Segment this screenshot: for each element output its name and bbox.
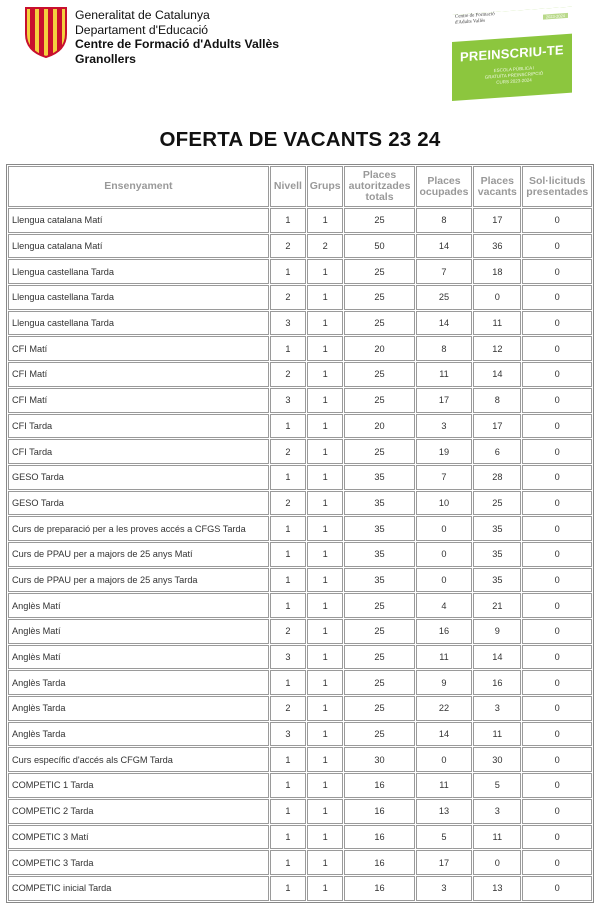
header-grups: Grups <box>307 166 343 207</box>
level-cell: 1 <box>270 516 306 541</box>
requests-cell: 0 <box>522 542 592 567</box>
course-cell: Anglès Matí <box>8 593 269 618</box>
occupied-cell: 8 <box>416 336 472 361</box>
occupied-cell: 11 <box>416 773 472 798</box>
occupied-cell: 4 <box>416 593 472 618</box>
vacant-cell: 3 <box>473 696 521 721</box>
course-cell: COMPETIC 3 Matí <box>8 825 269 850</box>
occupied-cell: 17 <box>416 850 472 875</box>
authorized-cell: 16 <box>344 799 414 824</box>
groups-cell: 2 <box>307 234 343 259</box>
vacant-cell: 5 <box>473 773 521 798</box>
table-row <box>8 799 592 824</box>
course-cell: Llengua catalana Matí <box>8 234 269 259</box>
header-places-ocupades: Places ocupades <box>416 166 472 207</box>
badge-centre-text: Centre de Formació d'Adults Vallès <box>455 12 495 26</box>
course-cell: CFI Matí <box>8 388 269 413</box>
vacant-cell: 18 <box>473 259 521 284</box>
requests-cell: 0 <box>522 645 592 670</box>
groups-cell: 1 <box>307 593 343 618</box>
vacant-cell: 16 <box>473 670 521 695</box>
level-cell: 1 <box>270 747 306 772</box>
groups-cell: 1 <box>307 850 343 875</box>
groups-cell: 1 <box>307 568 343 593</box>
groups-cell: 1 <box>307 722 343 747</box>
groups-cell: 1 <box>307 825 343 850</box>
course-cell: CFI Tarda <box>8 439 269 464</box>
level-cell: 1 <box>270 876 306 901</box>
occupied-cell: 22 <box>416 696 472 721</box>
authorized-cell: 25 <box>344 439 414 464</box>
authorized-cell: 16 <box>344 825 414 850</box>
table-row <box>8 285 592 310</box>
table-row <box>8 234 592 259</box>
occupied-cell: 3 <box>416 414 472 439</box>
groups-cell: 1 <box>307 362 343 387</box>
authorized-cell: 25 <box>344 619 414 644</box>
vacant-cell: 36 <box>473 234 521 259</box>
occupied-cell: 3 <box>416 876 472 901</box>
level-cell: 1 <box>270 259 306 284</box>
occupied-cell: 5 <box>416 825 472 850</box>
vacant-cell: 11 <box>473 722 521 747</box>
table-row <box>8 542 592 567</box>
requests-cell: 0 <box>522 414 592 439</box>
table-row <box>8 747 592 772</box>
vacant-cell: 11 <box>473 311 521 336</box>
requests-cell: 0 <box>522 568 592 593</box>
authorized-cell: 20 <box>344 336 414 361</box>
table-row <box>8 362 592 387</box>
level-cell: 3 <box>270 311 306 336</box>
level-cell: 1 <box>270 414 306 439</box>
table-row <box>8 336 592 361</box>
level-cell: 1 <box>270 593 306 618</box>
table-row <box>8 876 592 901</box>
level-cell: 2 <box>270 696 306 721</box>
requests-cell: 0 <box>522 234 592 259</box>
vacant-cell: 14 <box>473 645 521 670</box>
level-cell: 3 <box>270 645 306 670</box>
table-row <box>8 414 592 439</box>
groups-cell: 1 <box>307 491 343 516</box>
occupied-cell: 14 <box>416 722 472 747</box>
course-cell: Curs de PPAU per a majors de 25 anys Tarda <box>8 568 269 593</box>
requests-cell: 0 <box>522 362 592 387</box>
header-sollicituds: Sol·licituds presentades <box>522 166 592 207</box>
table-row <box>8 465 592 490</box>
authorized-cell: 35 <box>344 491 414 516</box>
level-cell: 1 <box>270 850 306 875</box>
authorized-cell: 25 <box>344 311 414 336</box>
occupied-cell: 0 <box>416 516 472 541</box>
authorized-cell: 16 <box>344 876 414 901</box>
course-cell: CFI Matí <box>8 336 269 361</box>
groups-cell: 1 <box>307 439 343 464</box>
groups-cell: 1 <box>307 619 343 644</box>
course-cell: Curs de PPAU per a majors de 25 anys Matí <box>8 542 269 567</box>
level-cell: 1 <box>270 465 306 490</box>
header-nivell: Nivell <box>270 166 306 207</box>
groups-cell: 1 <box>307 414 343 439</box>
occupied-cell: 8 <box>416 208 472 233</box>
level-cell: 1 <box>270 773 306 798</box>
requests-cell: 0 <box>522 670 592 695</box>
requests-cell: 0 <box>522 850 592 875</box>
vacant-cell: 14 <box>473 362 521 387</box>
groups-cell: 1 <box>307 285 343 310</box>
occupied-cell: 0 <box>416 568 472 593</box>
level-cell: 2 <box>270 439 306 464</box>
authorized-cell: 25 <box>344 696 414 721</box>
level-cell: 1 <box>270 670 306 695</box>
level-cell: 1 <box>270 825 306 850</box>
course-cell: CFI Matí <box>8 362 269 387</box>
groups-cell: 1 <box>307 311 343 336</box>
table-row <box>8 311 592 336</box>
level-cell: 1 <box>270 336 306 361</box>
course-cell: Llengua castellana Tarda <box>8 259 269 284</box>
authorized-cell: 30 <box>344 747 414 772</box>
course-cell: Anglès Matí <box>8 619 269 644</box>
occupied-cell: 19 <box>416 439 472 464</box>
occupied-cell: 7 <box>416 259 472 284</box>
preinscription-badge <box>452 7 572 101</box>
groups-cell: 1 <box>307 799 343 824</box>
vacant-cell: 35 <box>473 516 521 541</box>
requests-cell: 0 <box>522 388 592 413</box>
occupied-cell: 14 <box>416 311 472 336</box>
page-header <box>0 0 600 110</box>
requests-cell: 0 <box>522 876 592 901</box>
requests-cell: 0 <box>522 825 592 850</box>
occupied-cell: 0 <box>416 542 472 567</box>
header-ensenyament: Ensenyament <box>8 166 269 207</box>
requests-cell: 0 <box>522 491 592 516</box>
table-row <box>8 259 592 284</box>
groups-cell: 1 <box>307 747 343 772</box>
requests-cell: 0 <box>522 285 592 310</box>
table-row <box>8 491 592 516</box>
level-cell: 1 <box>270 542 306 567</box>
requests-cell: 0 <box>522 208 592 233</box>
groups-cell: 1 <box>307 336 343 361</box>
course-cell: Curs específic d'accés als CFGM Tarda <box>8 747 269 772</box>
course-cell: Llengua castellana Tarda <box>8 285 269 310</box>
occupied-cell: 16 <box>416 619 472 644</box>
groups-cell: 1 <box>307 876 343 901</box>
occupied-cell: 10 <box>416 491 472 516</box>
groups-cell: 1 <box>307 516 343 541</box>
table-row <box>8 388 592 413</box>
course-cell: COMPETIC 1 Tarda <box>8 773 269 798</box>
occupied-cell: 14 <box>416 234 472 259</box>
authorized-cell: 50 <box>344 234 414 259</box>
occupied-cell: 7 <box>416 465 472 490</box>
authorized-cell: 35 <box>344 465 414 490</box>
authorized-cell: 25 <box>344 362 414 387</box>
course-cell: COMPETIC inicial Tarda <box>8 876 269 901</box>
badge-year-tag: 2023-2024 <box>543 13 568 20</box>
table-row <box>8 850 592 875</box>
vacant-cell: 30 <box>473 747 521 772</box>
page-title: OFERTA DE VACANTS 23 24 <box>159 128 441 151</box>
table-row <box>8 670 592 695</box>
vacant-cell: 28 <box>473 465 521 490</box>
course-cell: Anglès Matí <box>8 645 269 670</box>
requests-cell: 0 <box>522 799 592 824</box>
level-cell: 2 <box>270 234 306 259</box>
vacant-cell: 21 <box>473 593 521 618</box>
occupied-cell: 0 <box>416 747 472 772</box>
authorized-cell: 25 <box>344 208 414 233</box>
institution-line-1: Generalitat de Catalunya <box>75 8 210 22</box>
authorized-cell: 25 <box>344 670 414 695</box>
course-cell: CFI Tarda <box>8 414 269 439</box>
vacancies-table <box>6 164 594 903</box>
occupied-cell: 9 <box>416 670 472 695</box>
authorized-cell: 25 <box>344 388 414 413</box>
vacant-cell: 0 <box>473 285 521 310</box>
table-row <box>8 619 592 644</box>
generalitat-logo-icon <box>24 6 68 58</box>
vacant-cell: 35 <box>473 542 521 567</box>
level-cell: 2 <box>270 362 306 387</box>
requests-cell: 0 <box>522 439 592 464</box>
authorized-cell: 35 <box>344 568 414 593</box>
requests-cell: 0 <box>522 336 592 361</box>
vacant-cell: 6 <box>473 439 521 464</box>
groups-cell: 1 <box>307 696 343 721</box>
requests-cell: 0 <box>522 747 592 772</box>
institution-line-4: Granollers <box>75 51 136 66</box>
occupied-cell: 11 <box>416 645 472 670</box>
badge-subtext: ESCOLA PÚBLICA I GRATUÏTA PREINSCRIPCIÓ CURS 2023-2024 <box>484 65 544 85</box>
header-places-vacants: Places vacants <box>473 166 521 207</box>
course-cell: Llengua castellana Tarda <box>8 311 269 336</box>
authorized-cell: 16 <box>344 773 414 798</box>
authorized-cell: 25 <box>344 259 414 284</box>
authorized-cell: 25 <box>344 593 414 618</box>
authorized-cell: 35 <box>344 516 414 541</box>
groups-cell: 1 <box>307 388 343 413</box>
course-cell: COMPETIC 2 Tarda <box>8 799 269 824</box>
vacant-cell: 3 <box>473 799 521 824</box>
level-cell: 3 <box>270 722 306 747</box>
requests-cell: 0 <box>522 696 592 721</box>
authorized-cell: 25 <box>344 645 414 670</box>
authorized-cell: 35 <box>344 542 414 567</box>
vacant-cell: 17 <box>473 208 521 233</box>
vacant-cell: 0 <box>473 850 521 875</box>
course-cell: Curs de preparació per a les proves accés a CFGS Tarda <box>8 516 269 541</box>
vacant-cell: 12 <box>473 336 521 361</box>
institution-line-2: Departament d'Educació <box>75 22 209 37</box>
level-cell: 2 <box>270 491 306 516</box>
requests-cell: 0 <box>522 311 592 336</box>
badge-main-text: PREINSCRIU-TE <box>460 42 564 65</box>
requests-cell: 0 <box>522 516 592 541</box>
institution-block <box>75 8 279 66</box>
requests-cell: 0 <box>522 722 592 747</box>
course-cell: Anglès Tarda <box>8 696 269 721</box>
institution-line-3: Centre de Formació d'Adults Vallès <box>75 37 280 51</box>
table-row <box>8 208 592 233</box>
course-cell: Anglès Tarda <box>8 670 269 695</box>
table-row <box>8 722 592 747</box>
groups-cell: 1 <box>307 465 343 490</box>
table-body <box>8 208 592 901</box>
groups-cell: 1 <box>307 670 343 695</box>
table-row <box>8 568 592 593</box>
authorized-cell: 25 <box>344 722 414 747</box>
groups-cell: 1 <box>307 645 343 670</box>
groups-cell: 1 <box>307 208 343 233</box>
authorized-cell: 20 <box>344 414 414 439</box>
vacant-cell: 13 <box>473 876 521 901</box>
requests-cell: 0 <box>522 259 592 284</box>
header-places-autoritzades: Places autoritzades totals <box>344 166 414 207</box>
course-cell: COMPETIC 3 Tarda <box>8 850 269 875</box>
level-cell: 2 <box>270 619 306 644</box>
groups-cell: 1 <box>307 773 343 798</box>
groups-cell: 1 <box>307 259 343 284</box>
course-cell: Anglès Tarda <box>8 722 269 747</box>
authorized-cell: 16 <box>344 850 414 875</box>
level-cell: 1 <box>270 208 306 233</box>
requests-cell: 0 <box>522 593 592 618</box>
vacant-cell: 9 <box>473 619 521 644</box>
vacant-cell: 8 <box>473 388 521 413</box>
requests-cell: 0 <box>522 619 592 644</box>
authorized-cell: 25 <box>344 285 414 310</box>
table-header-row <box>8 166 592 207</box>
vacant-cell: 25 <box>473 491 521 516</box>
vacant-cell: 17 <box>473 414 521 439</box>
occupied-cell: 25 <box>416 285 472 310</box>
table-row <box>8 645 592 670</box>
table-row <box>8 516 592 541</box>
table-row <box>8 773 592 798</box>
course-cell: GESO Tarda <box>8 491 269 516</box>
vacant-cell: 35 <box>473 568 521 593</box>
level-cell: 1 <box>270 568 306 593</box>
table-row <box>8 825 592 850</box>
groups-cell: 1 <box>307 542 343 567</box>
requests-cell: 0 <box>522 465 592 490</box>
level-cell: 2 <box>270 285 306 310</box>
occupied-cell: 11 <box>416 362 472 387</box>
level-cell: 1 <box>270 799 306 824</box>
occupied-cell: 17 <box>416 388 472 413</box>
occupied-cell: 13 <box>416 799 472 824</box>
vacant-cell: 11 <box>473 825 521 850</box>
course-cell: Llengua catalana Matí <box>8 208 269 233</box>
table-row <box>8 593 592 618</box>
table-row <box>8 696 592 721</box>
requests-cell: 0 <box>522 773 592 798</box>
course-cell: GESO Tarda <box>8 465 269 490</box>
table-row <box>8 439 592 464</box>
level-cell: 3 <box>270 388 306 413</box>
